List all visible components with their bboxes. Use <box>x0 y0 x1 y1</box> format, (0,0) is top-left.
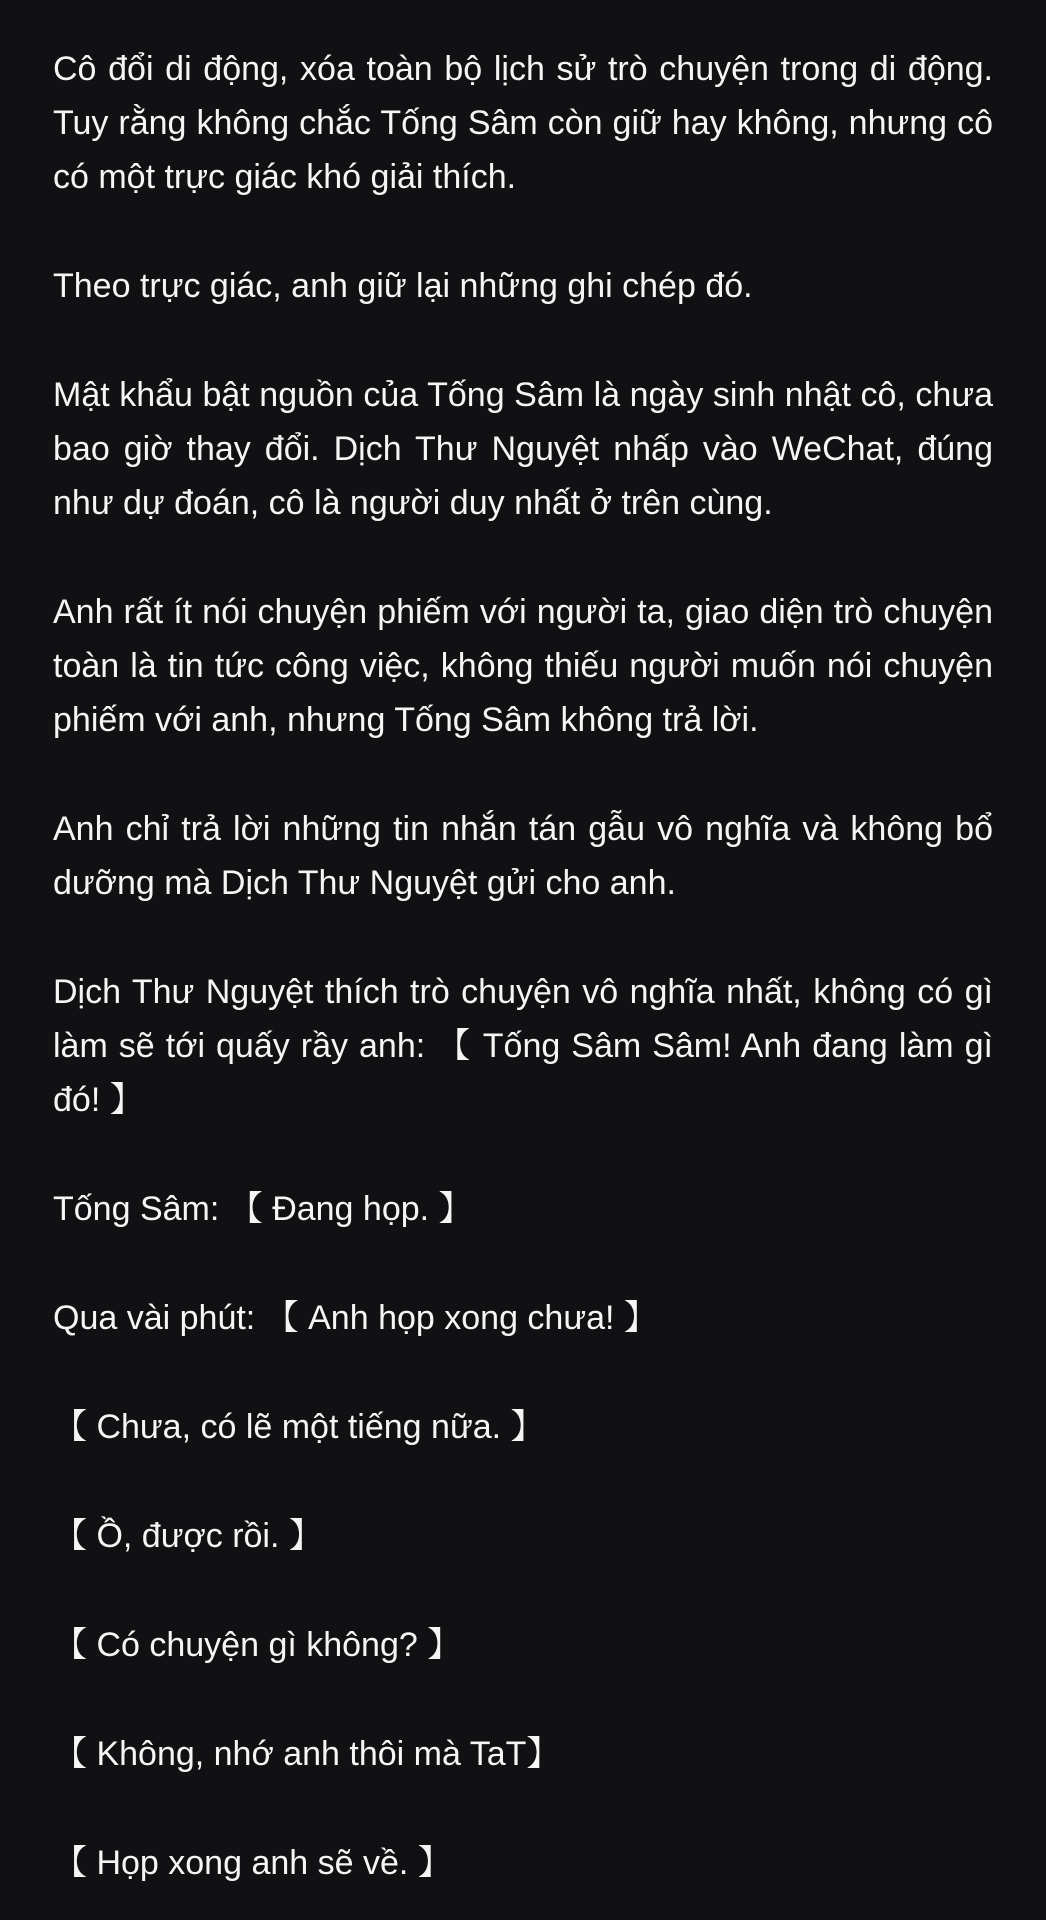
paragraph: Cô đổi di động, xóa toàn bộ lịch sử trò chuyện trong di động. Tuy rằng không chắc Tống Sâm còn giữ hay không, nhưng cô có một trực giác khó giải thích. <box>53 50 993 196</box>
paragraph: 【 Họp xong anh sẽ về. 】 <box>53 1844 452 1882</box>
paragraph: Theo trực giác, anh giữ lại những ghi chép đó. <box>53 267 753 305</box>
paragraph: 【 Chưa, có lẽ một tiếng nữa. 】 <box>53 1408 545 1446</box>
paragraph: Qua vài phút: 【 Anh họp xong chưa! 】 <box>53 1299 658 1337</box>
paragraph: 【 Có chuyện gì không? 】 <box>53 1626 462 1664</box>
paragraph: Tống Sâm: 【 Đang họp. 】 <box>53 1190 473 1228</box>
paragraph: 【 Không, nhớ anh thôi mà TaT】 <box>53 1735 561 1773</box>
paragraph: Dịch Thư Nguyệt thích trò chuyện vô nghĩa nhất, không có gì làm sẽ tới quấy rầy anh: 【 Tống Sâm Sâm! Anh đang làm gì đó! 】 <box>53 973 993 1119</box>
paragraph: Anh rất ít nói chuyện phiếm với người ta, giao diện trò chuyện toàn là tin tức công việc, không thiếu người muốn nói chuyện phiếm với anh, nhưng Tống Sâm không trả lời. <box>53 593 993 739</box>
paragraph: Anh chỉ trả lời những tin nhắn tán gẫu vô nghĩa và không bổ dưỡng mà Dịch Thư Nguyệt gửi cho anh. <box>53 810 993 902</box>
paragraph: 【 Ồ, được rồi. 】 <box>53 1517 323 1555</box>
paragraph: Mật khẩu bật nguồn của Tống Sâm là ngày sinh nhật cô, chưa bao giờ thay đổi. Dịch Thư Nguyệt nhấp vào WeChat, đúng như dự đoán, cô là người duy nhất ở trên cùng. <box>53 376 993 522</box>
